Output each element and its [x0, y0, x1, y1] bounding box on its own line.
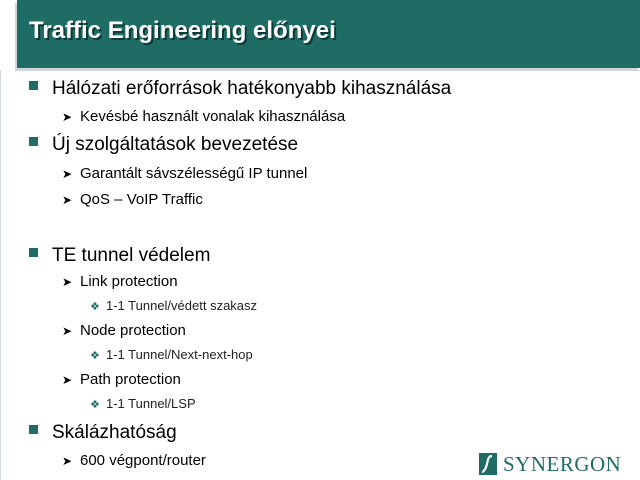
sub-bullet-text: Kevésbé használt vonalak kihasználása: [80, 108, 346, 125]
detail-item: [90, 347, 253, 362]
slide-title: Traffic Engineering előnyei: [29, 17, 336, 44]
square-bullet-icon: [29, 248, 38, 257]
arrow-bullet-icon: ➤: [62, 193, 73, 207]
detail-item: [90, 298, 257, 313]
arrow-bullet-icon: ➤: [62, 275, 73, 289]
bullet-item: [29, 78, 451, 100]
sub-bullet-text: Link protection: [80, 273, 178, 290]
arrow-bullet-icon: ➤: [62, 373, 73, 387]
detail-text: 1-1 Tunnel/LSP: [106, 396, 196, 411]
sub-bullet-item: [62, 273, 178, 290]
arrow-bullet-icon: ➤: [62, 167, 73, 181]
arrow-bullet-icon: ➤: [62, 454, 73, 468]
sub-bullet-text: Garantált sávszélességű IP tunnel: [80, 165, 308, 182]
sub-bullet-item: [62, 452, 206, 469]
sub-bullet-item: [62, 322, 186, 339]
sub-bullet-item: [62, 108, 345, 125]
sub-bullet-text: Path protection: [80, 371, 181, 388]
square-bullet-icon: [29, 137, 38, 146]
sub-bullet-text: QoS – VoIP Traffic: [80, 191, 203, 208]
sub-bullet-text: 600 végpont/router: [80, 452, 206, 469]
diamond-bullet-icon: ❖: [90, 399, 100, 411]
square-bullet-icon: [29, 81, 38, 90]
sub-bullet-item: [62, 165, 307, 182]
bullet-text: Hálózati erőforrások hatékonyabb kihasználása: [52, 78, 452, 99]
horizontal-divider: [20, 70, 640, 71]
logo-mark-icon: [479, 453, 497, 475]
square-bullet-icon: [29, 425, 38, 434]
detail-item: [90, 396, 196, 411]
sub-bullet-text: Node protection: [80, 322, 186, 339]
bullet-item: [29, 134, 298, 156]
sub-bullet-item: [62, 191, 203, 208]
arrow-bullet-icon: ➤: [62, 110, 73, 124]
synergon-logo: [479, 452, 621, 476]
bullet-text: Skálázhatóság: [52, 422, 177, 443]
title-bar: [17, 0, 640, 68]
bullet-item: [29, 245, 210, 267]
detail-text: 1-1 Tunnel/védett szakasz: [106, 298, 258, 313]
vertical-divider: [0, 70, 1, 480]
bullet-text: Új szolgáltatások bevezetése: [52, 134, 299, 155]
diamond-bullet-icon: ❖: [90, 350, 100, 362]
bullet-item: [29, 422, 177, 444]
diamond-bullet-icon: ❖: [90, 301, 100, 313]
logo-text: SYNERGON: [503, 451, 622, 476]
bullet-text: TE tunnel védelem: [52, 245, 211, 266]
detail-text: 1-1 Tunnel/Next-next-hop: [106, 347, 253, 362]
sub-bullet-item: [62, 371, 181, 388]
arrow-bullet-icon: ➤: [62, 324, 73, 338]
